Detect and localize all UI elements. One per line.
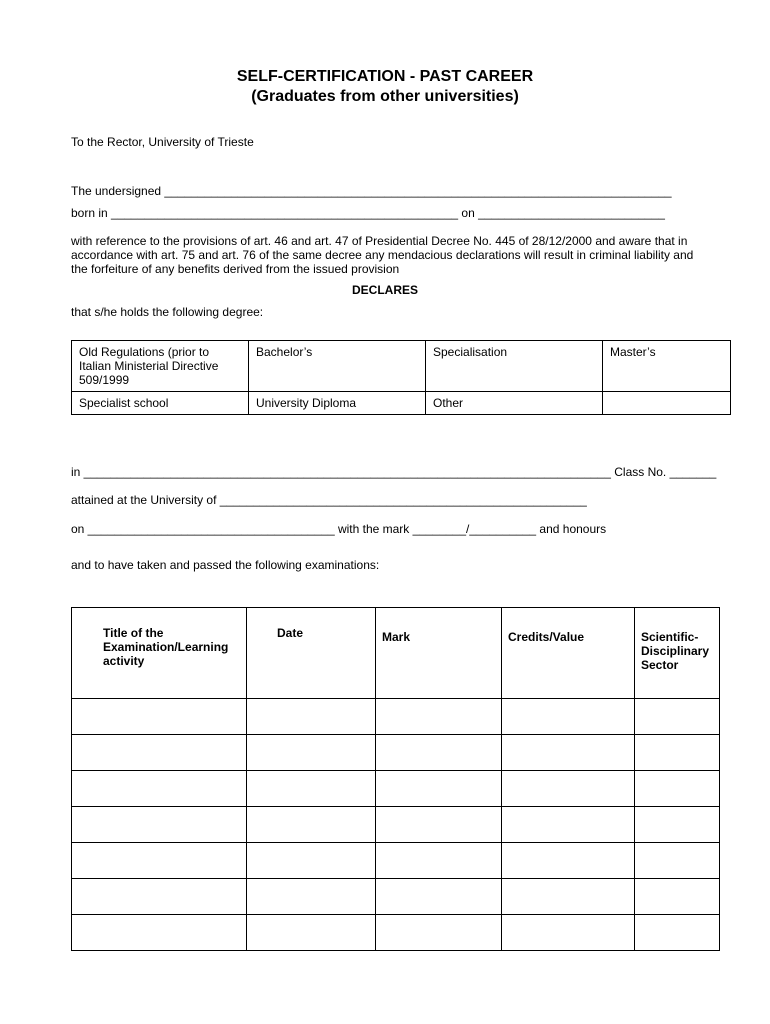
cell-credits[interactable] bbox=[502, 879, 635, 915]
cell-title[interactable] bbox=[72, 735, 247, 771]
table-row bbox=[72, 915, 720, 951]
cell-mark[interactable] bbox=[376, 879, 502, 915]
cell-date[interactable] bbox=[247, 807, 376, 843]
cell-title[interactable] bbox=[72, 843, 247, 879]
exams-intro: and to have taken and passed the following examinations: bbox=[71, 558, 380, 572]
table-header-row bbox=[72, 608, 720, 699]
cell-mark[interactable] bbox=[376, 735, 502, 771]
table-row bbox=[72, 341, 731, 392]
cell-title[interactable] bbox=[72, 879, 247, 915]
header-mark: Mark bbox=[376, 608, 502, 699]
cell-title[interactable] bbox=[72, 915, 247, 951]
table-row bbox=[72, 699, 720, 735]
addressee: To the Rector, University of Trieste bbox=[71, 135, 254, 149]
table-row bbox=[72, 735, 720, 771]
cell-credits[interactable] bbox=[502, 807, 635, 843]
form-title: SELF-CERTIFICATION - PAST CAREER bbox=[236, 68, 534, 85]
cell-sector[interactable] bbox=[635, 915, 720, 951]
cell-credits[interactable] bbox=[502, 843, 635, 879]
cell-mark[interactable] bbox=[376, 699, 502, 735]
cell-mark[interactable] bbox=[376, 915, 502, 951]
header-date: Date bbox=[247, 608, 376, 699]
cell-mark[interactable] bbox=[376, 843, 502, 879]
undersigned-field[interactable]: The undersigned ____________________________________________________________________________ bbox=[71, 184, 672, 198]
declares-heading: DECLARES bbox=[351, 283, 418, 297]
cell-sector[interactable] bbox=[635, 735, 720, 771]
cell-mark[interactable] bbox=[376, 771, 502, 807]
form-subtitle: (Graduates from other universities) bbox=[251, 88, 519, 105]
degree-option-specialisation[interactable]: Specialisation bbox=[426, 341, 603, 392]
cell-credits[interactable] bbox=[502, 771, 635, 807]
cell-title[interactable] bbox=[72, 807, 247, 843]
degree-table bbox=[71, 340, 731, 415]
reference-paragraph: with reference to the provisions of art. 46 and art. 47 of Presidential Decree No. 445 of 28/12/2000 and aware that in accordance with art. 75 and art. 76 of the same decree any mendacious declarations will result in criminal liability and the forfeiture of any benefits derived from the issued provision bbox=[71, 234, 694, 276]
table-row bbox=[72, 843, 720, 879]
cell-date[interactable] bbox=[247, 771, 376, 807]
header-sector: Scientific-Disciplinary Sector bbox=[635, 608, 720, 699]
cell-date[interactable] bbox=[247, 915, 376, 951]
date-mark-field[interactable]: on _____________________________________ with the mark ________/__________ and honours bbox=[71, 522, 607, 536]
cell-sector[interactable] bbox=[635, 699, 720, 735]
cell-credits[interactable] bbox=[502, 699, 635, 735]
exam-table bbox=[71, 607, 720, 951]
cell-date[interactable] bbox=[247, 735, 376, 771]
birth-field[interactable]: born in ____________________________________________________ on ____________________________ bbox=[71, 206, 665, 220]
cell-credits[interactable] bbox=[502, 735, 635, 771]
cell-title[interactable] bbox=[72, 771, 247, 807]
cell-date[interactable] bbox=[247, 843, 376, 879]
holds-degree-text: that s/he holds the following degree: bbox=[71, 305, 264, 319]
attained-university-field[interactable]: attained at the University of _______________________________________________________ bbox=[71, 493, 587, 507]
degree-option-bachelors[interactable]: Bachelor’s bbox=[249, 341, 426, 392]
cell-credits[interactable] bbox=[502, 915, 635, 951]
table-row bbox=[72, 807, 720, 843]
header-title: Title of the Examination/Learning activity bbox=[72, 608, 247, 699]
degree-option-other[interactable]: Other bbox=[426, 392, 603, 415]
cell-mark[interactable] bbox=[376, 807, 502, 843]
header-credits: Credits/Value bbox=[502, 608, 635, 699]
table-row bbox=[72, 771, 720, 807]
degree-option-specialist-school[interactable]: Specialist school bbox=[72, 392, 249, 415]
cell-date[interactable] bbox=[247, 879, 376, 915]
degree-option-masters[interactable]: Master’s bbox=[603, 341, 731, 392]
cell-title[interactable] bbox=[72, 699, 247, 735]
cell-sector[interactable] bbox=[635, 771, 720, 807]
degree-option-empty[interactable] bbox=[603, 392, 731, 415]
degree-in-field[interactable]: in _______________________________________________________________________________ Class No. _______ bbox=[71, 465, 717, 479]
cell-sector[interactable] bbox=[635, 807, 720, 843]
table-row bbox=[72, 392, 731, 415]
cell-date[interactable] bbox=[247, 699, 376, 735]
cell-sector[interactable] bbox=[635, 843, 720, 879]
degree-option-old-regulations[interactable]: Old Regulations (prior to Italian Ministerial Directive 509/1999 bbox=[72, 341, 249, 392]
table-row bbox=[72, 879, 720, 915]
cell-sector[interactable] bbox=[635, 879, 720, 915]
degree-option-university-diploma[interactable]: University Diploma bbox=[249, 392, 426, 415]
